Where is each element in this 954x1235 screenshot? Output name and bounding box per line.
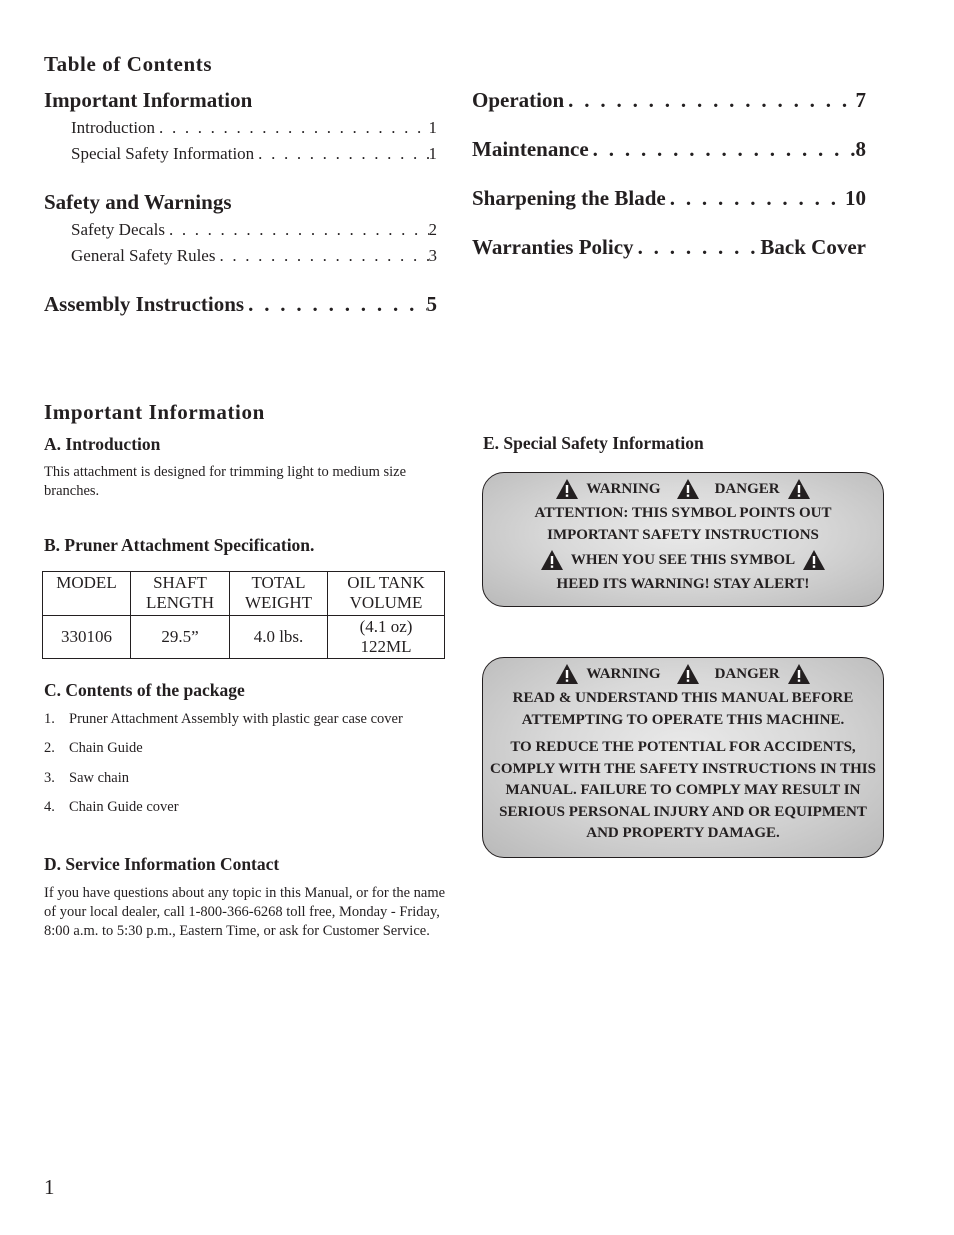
toc-item-operation[interactable]: Operation . . . 7 bbox=[472, 88, 866, 116]
table-header-oil-tank-volume: OIL TANK VOLUME bbox=[328, 572, 445, 616]
table-cell-oil-tank-volume: (4.1 oz) 122ML bbox=[328, 616, 445, 659]
symbol-row bbox=[483, 550, 883, 570]
table-cell-total-weight: 4.0 lbs. bbox=[230, 616, 328, 659]
introduction-text: This attachment is designed for trimming light to medium size branches. bbox=[44, 464, 407, 499]
service-heading: D. Service Information Contact bbox=[44, 854, 280, 874]
read-manual-text: READ & UNDERSTAND THIS MANUAL BEFORE ATTEMPTING TO OPERATE THIS MACHINE. bbox=[512, 690, 854, 728]
toc-heading-safety-and-warnings[interactable]: Safety and Warnings bbox=[44, 190, 232, 214]
attention-line-4: HEED ITS WARNING! STAY ALERT! bbox=[556, 576, 810, 592]
danger-label: DANGER bbox=[714, 480, 780, 497]
toc-item-warranties-policy[interactable]: Warranties Policy . . . Back Cover bbox=[472, 235, 866, 263]
warning-label: WARNING bbox=[586, 480, 661, 497]
list-item: 1. Pruner Attachment Assembly with plastic gear case cover bbox=[44, 711, 403, 727]
warning-danger-row bbox=[483, 479, 883, 499]
list-item: 4. Chain Guide cover bbox=[44, 799, 179, 815]
warning-danger-row bbox=[483, 664, 883, 684]
contents-heading: C. Contents of the package bbox=[44, 680, 245, 700]
table-row bbox=[43, 616, 445, 659]
table-cell-shaft-length: 29.5” bbox=[131, 616, 230, 659]
list-item: 3. Saw chain bbox=[44, 770, 129, 786]
specification-table bbox=[42, 571, 445, 659]
warning-label: WARNING bbox=[586, 665, 661, 682]
toc-item-introduction[interactable]: Introduction . . . 1 bbox=[71, 118, 437, 142]
warning-box-attention bbox=[482, 472, 884, 607]
warning-triangle-icon bbox=[677, 479, 699, 499]
special-safety-heading: E. Special Safety Information bbox=[483, 433, 704, 453]
toc-item-assembly-instructions[interactable]: Assembly Instructions . . . 5 bbox=[44, 292, 437, 320]
toc-title: Table of Contents bbox=[44, 52, 213, 76]
list-item: 2. Chain Guide bbox=[44, 740, 143, 756]
attention-line-1: ATTENTION: THIS SYMBOL POINTS OUT bbox=[534, 505, 832, 521]
attention-line-2: IMPORTANT SAFETY INSTRUCTIONS bbox=[547, 526, 819, 543]
toc-item-safety-decals[interactable]: Safety Decals . . . 2 bbox=[71, 220, 437, 244]
table-header-row bbox=[43, 572, 445, 616]
warning-triangle-icon bbox=[556, 479, 578, 499]
introduction-heading: A. Introduction bbox=[44, 434, 161, 454]
table-header-shaft-length: SHAFT LENGTH bbox=[131, 572, 230, 616]
warning-triangle-icon bbox=[677, 664, 699, 684]
warning-triangle-icon bbox=[788, 479, 810, 499]
warning-triangle-icon bbox=[541, 550, 563, 570]
table-cell-model: 330106 bbox=[43, 616, 131, 659]
toc-item-sharpening-the-blade[interactable]: Sharpening the Blade . . . 10 bbox=[472, 186, 866, 214]
warning-triangle-icon bbox=[803, 550, 825, 570]
specification-heading: B. Pruner Attachment Specification. bbox=[44, 535, 315, 555]
toc-item-maintenance[interactable]: Maintenance . . . 8 bbox=[472, 137, 866, 165]
table-header-total-weight: TOTAL WEIGHT bbox=[230, 572, 328, 616]
warning-triangle-icon bbox=[556, 664, 578, 684]
page-number: 1 bbox=[44, 1175, 55, 1199]
service-text: If you have questions about any topic in this Manual, or for the name of your local dealer, call 1-800-366-6268 toll free, Monday - Friday, 8:00 a.m. to 5:30 p.m., Eastern Time, or ask for Customer Service. bbox=[44, 885, 446, 939]
toc-heading-important-information[interactable]: Important Information bbox=[44, 88, 253, 112]
reduce-accidents-text: TO REDUCE THE POTENTIAL FOR ACCIDENTS, COMPLY WITH THE SAFETY INSTRUCTIONS IN THIS MANUAL. FAILURE TO COMPLY MAY RESULT IN SERIOUS PERSONAL INJURY AND OR EQUIPMENT AND PROPERTY DAMAGE. bbox=[490, 739, 876, 841]
section-title-important-information: Important Information bbox=[44, 400, 265, 424]
warning-triangle-icon bbox=[788, 664, 810, 684]
danger-label: DANGER bbox=[714, 665, 780, 682]
table-header-model: MODEL bbox=[43, 572, 131, 616]
toc-item-general-safety-rules[interactable]: General Safety Rules . . . 3 bbox=[71, 246, 437, 270]
attention-line-3: WHEN YOU SEE THIS SYMBOL bbox=[570, 551, 796, 568]
toc-item-special-safety-information[interactable]: Special Safety Information . . . 1 bbox=[71, 144, 437, 168]
warning-box-read-manual bbox=[482, 657, 884, 858]
